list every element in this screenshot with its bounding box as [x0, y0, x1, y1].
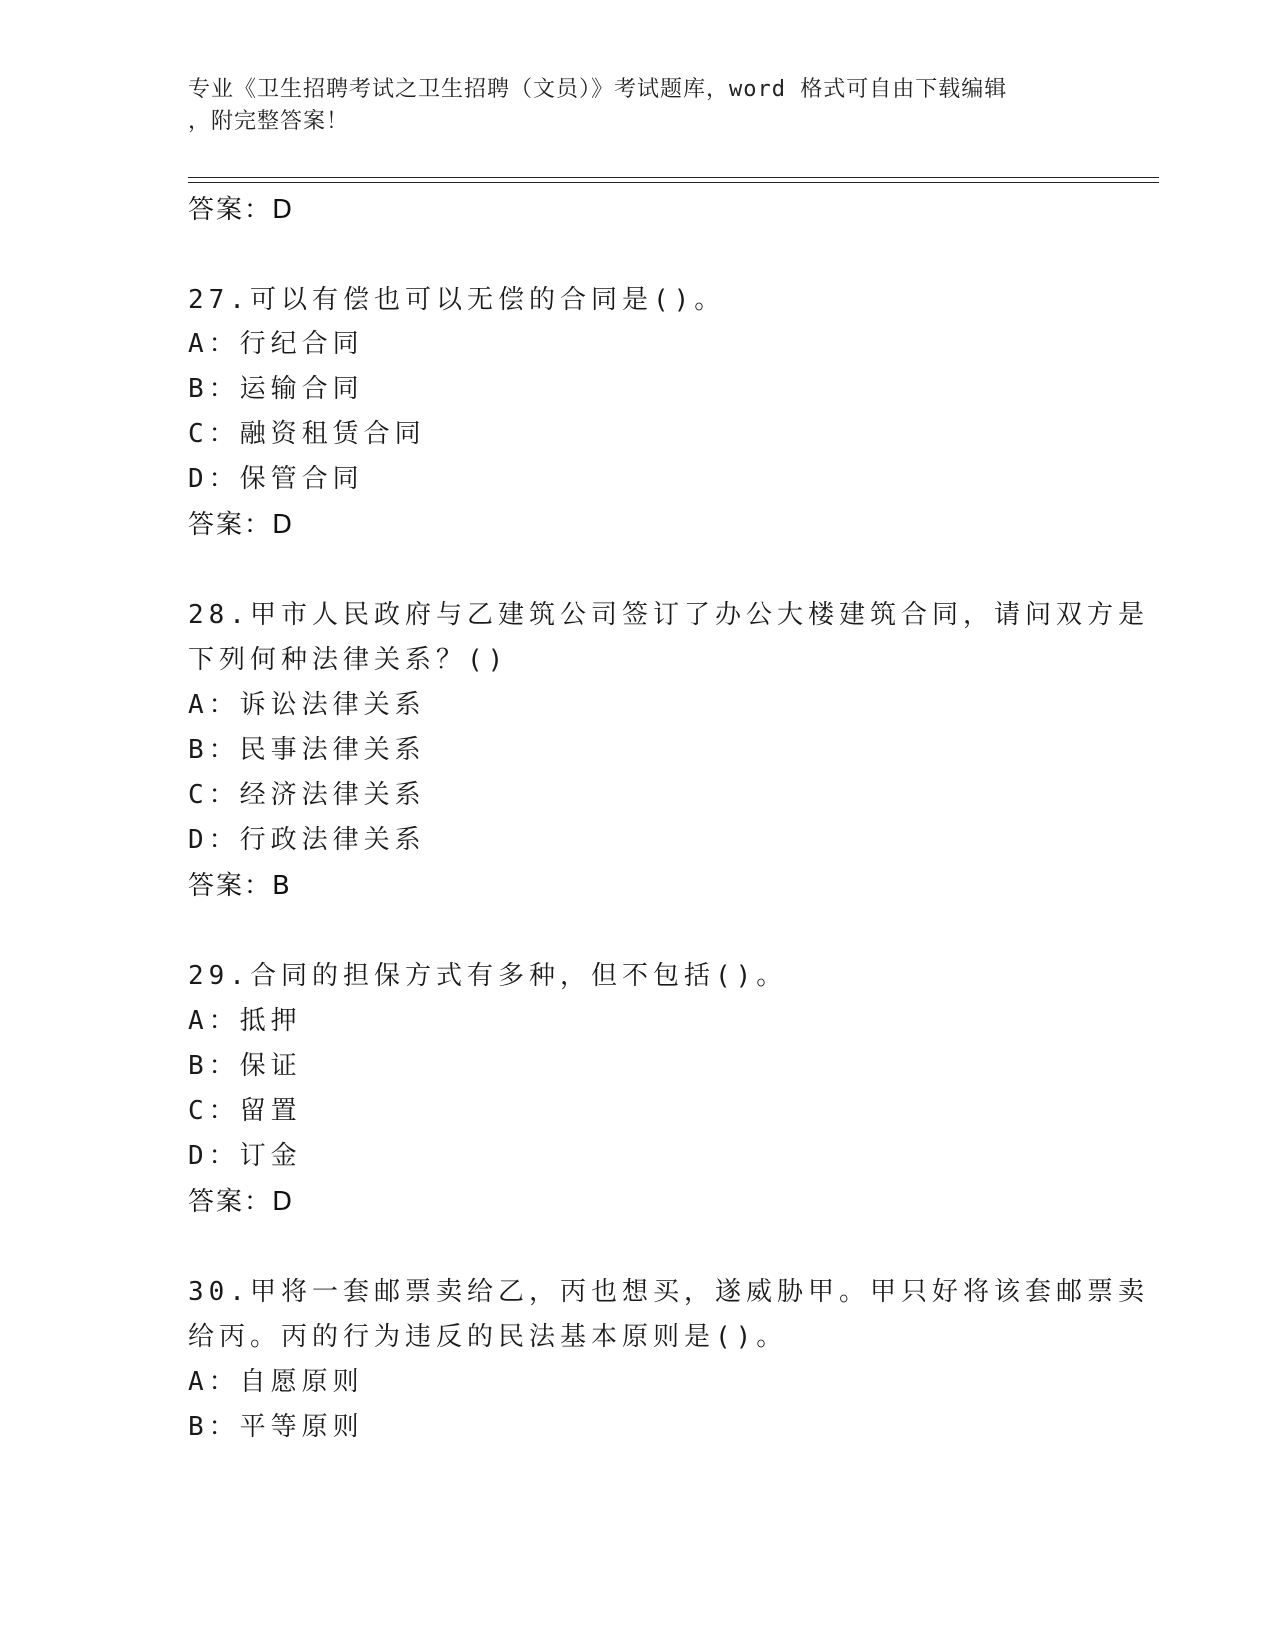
question-27-option-c: C：融资租赁合同	[188, 419, 426, 449]
question-28-option-b: B：民事法律关系	[188, 735, 426, 765]
question-27-stem: 27.可以有偿也可以无偿的合同是()。	[188, 285, 726, 315]
header-title-line-1: 专业《卫生招聘考试之卫生招聘（文员）》考试题库，word 格式可自由下载编辑	[188, 77, 1008, 102]
question-30-stem-line-1: 30.甲将一套邮票卖给乙，丙也想买，遂威胁甲。甲只好将该套邮票卖	[188, 1277, 1149, 1307]
document-header	[188, 74, 1088, 138]
question-28-stem-line-2: 下列何种法律关系？()	[188, 645, 509, 675]
question-30-stem-line-2: 给丙。丙的行为违反的民法基本原则是()。	[188, 1322, 788, 1352]
question-30-option-a: A：自愿原则	[188, 1367, 364, 1397]
question-29-answer: 答案：D	[188, 1187, 295, 1217]
question-27-option-d: D：保管合同	[188, 464, 364, 494]
previous-answer: 答案：D	[188, 195, 295, 225]
question-29-option-d: D：订金	[188, 1141, 302, 1171]
question-27-option-a: A：行纪合同	[188, 329, 364, 359]
question-29-option-b: B：保证	[188, 1051, 302, 1081]
question-29-option-a: A：抵押	[188, 1006, 302, 1036]
question-28-stem-line-1: 28.甲市人民政府与乙建筑公司签订了办公大楼建筑合同，请问双方是	[188, 600, 1149, 630]
question-29-stem: 29.合同的担保方式有多种，但不包括()。	[188, 961, 788, 991]
header-divider-top	[188, 177, 1159, 178]
question-29-option-c: C：留置	[188, 1096, 302, 1126]
question-30-option-b: B：平等原则	[188, 1412, 364, 1442]
question-28-answer: 答案：B	[188, 871, 292, 901]
question-27-answer: 答案：D	[188, 510, 295, 540]
header-divider-bottom	[188, 182, 1159, 183]
header-title-line-2: ，附完整答案！	[188, 109, 350, 134]
question-27-option-b: B：运输合同	[188, 374, 364, 404]
question-28-option-c: C：经济法律关系	[188, 780, 426, 810]
question-28-option-a: A：诉讼法律关系	[188, 690, 426, 720]
question-28-option-d: D：行政法律关系	[188, 825, 426, 855]
